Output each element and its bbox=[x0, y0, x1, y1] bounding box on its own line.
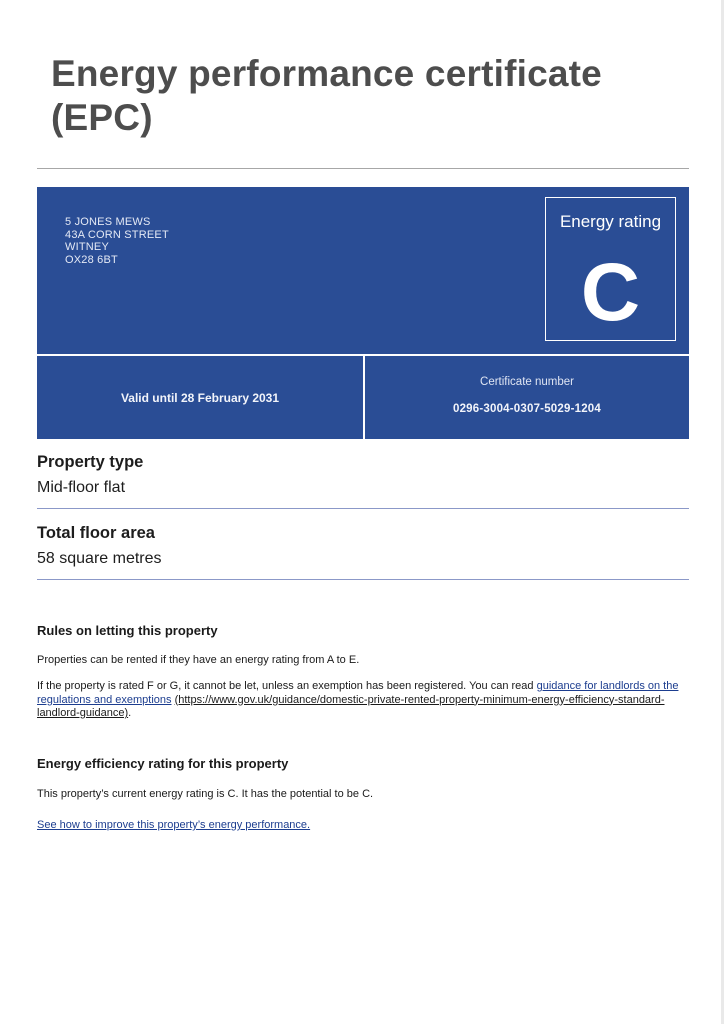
certificate-banner bbox=[37, 187, 689, 439]
floor-area-heading: Total floor area bbox=[37, 524, 155, 542]
landlord-guidance-link[interactable]: guidance for landlords on the regulations and exemptions bbox=[37, 680, 679, 706]
efficiency-rating-heading: Energy efficiency rating for this property bbox=[37, 756, 289, 771]
exemption-text-end: . bbox=[128, 707, 132, 719]
improve-performance-paragraph bbox=[37, 819, 692, 833]
address-line-1: 5 JONES MEWS bbox=[65, 216, 151, 228]
address-line-2: 43A CORN STREET bbox=[65, 228, 169, 241]
property-type-heading: Property type bbox=[37, 453, 144, 471]
exemption-text: If the property is rated F or G, it cannot be let, unless an exemption has been registered. You can read bbox=[37, 680, 537, 692]
energy-rating-box bbox=[545, 197, 676, 341]
title-divider bbox=[37, 168, 689, 169]
address-line-3: WITNEY bbox=[65, 241, 109, 253]
efficiency-rating-text: This property’s current energy rating is C. It has the potential to be C. bbox=[37, 788, 374, 800]
letting-rules-text: Properties can be rented if they have an energy rating from A to E. bbox=[37, 654, 360, 666]
page-title: Energy performance certificate (EPC) bbox=[51, 53, 602, 138]
banner-divider-vertical bbox=[363, 356, 365, 439]
property-type-value: Mid-floor flat bbox=[37, 479, 126, 496]
landlord-guidance-url[interactable]: (https://www.gov.uk/guidance/domestic-private-rented-property-minimum-energy-efficiency-standard-landlord-guidance) bbox=[37, 693, 665, 719]
address-line-4: OX28 6BT bbox=[65, 253, 118, 266]
section-divider bbox=[37, 508, 689, 509]
energy-rating-label: Energy rating bbox=[559, 212, 662, 231]
improve-performance-link[interactable]: See how to improve this property’s energy performance. bbox=[37, 819, 311, 831]
section-divider bbox=[37, 579, 689, 580]
certificate-number-label: Certificate number bbox=[480, 376, 574, 388]
certificate-number: 0296-3004-0307-5029-1204 bbox=[452, 403, 602, 415]
valid-until: Valid until 28 February 2031 bbox=[120, 391, 280, 405]
letting-rules-heading: Rules on letting this property bbox=[37, 623, 218, 638]
floor-area-value: 58 square metres bbox=[37, 550, 162, 567]
letting-exemption-text bbox=[37, 680, 692, 721]
property-address bbox=[65, 216, 169, 266]
energy-rating-letter: C bbox=[580, 247, 641, 338]
